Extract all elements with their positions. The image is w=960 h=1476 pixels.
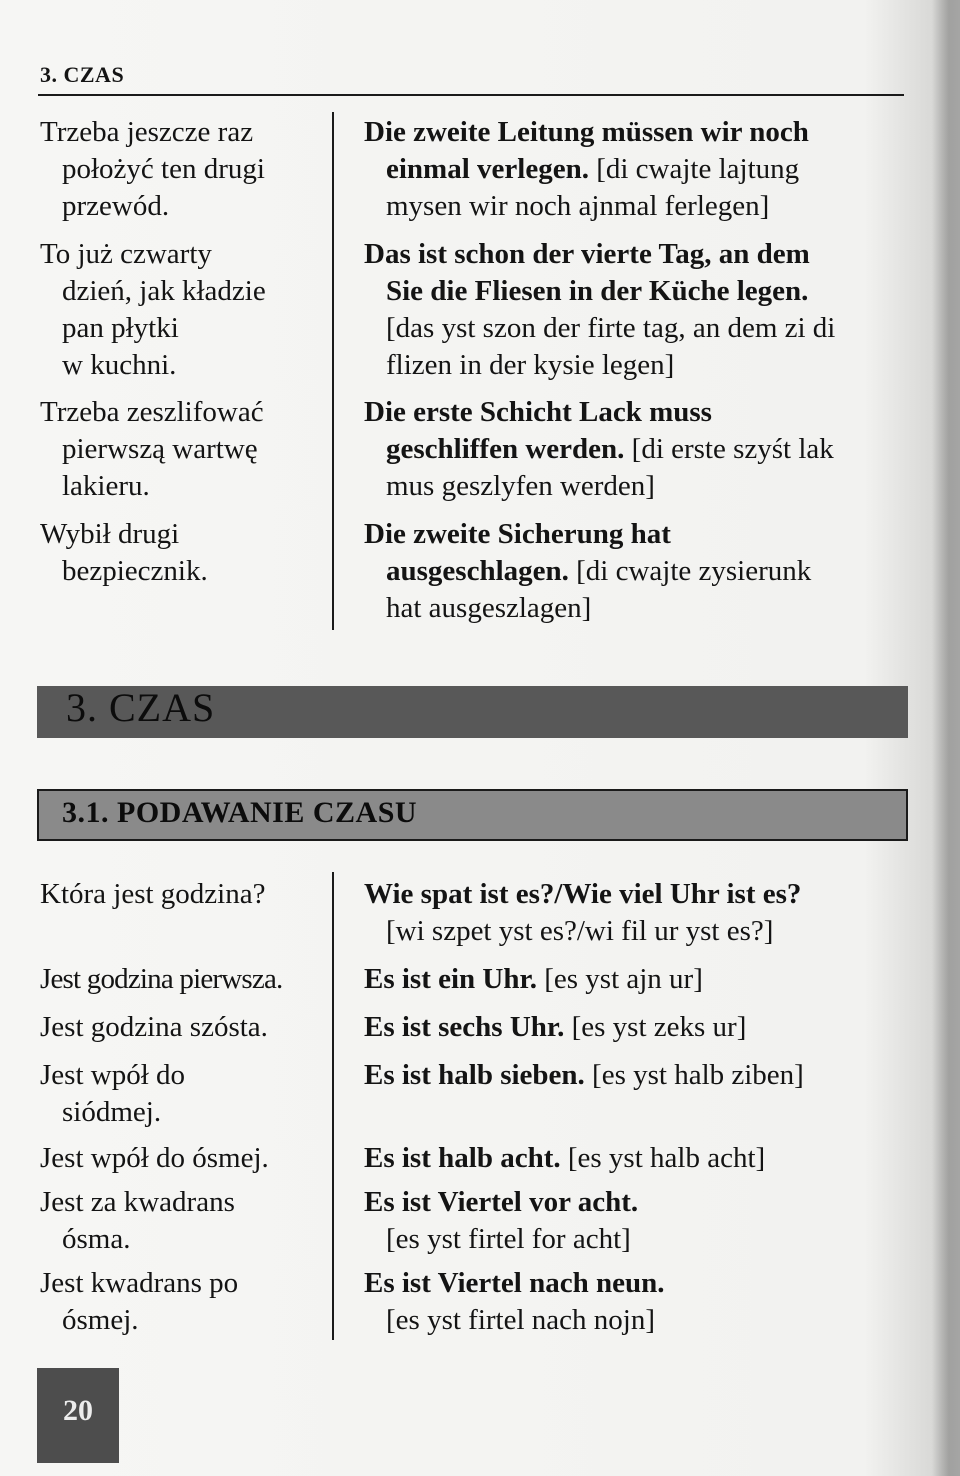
de-pronunciation: [wi szpet yst es?/wi fil ur yst es?] [386, 915, 774, 947]
pl-line: Która jest godzina? [40, 878, 266, 910]
column-divider-top [332, 112, 334, 630]
subsection-title: 3.1. PODAWANIE CZASU [62, 796, 418, 829]
de-phrase [364, 1057, 909, 1094]
running-head: 3. CZAS [40, 62, 125, 87]
de-bold-line: Wie spat ist es?/Wie viel Uhr ist es? [364, 878, 802, 910]
de-bold-line: Die zweite Sicherung hat [364, 518, 671, 550]
de-phrase [364, 876, 909, 950]
pl-line: Jest za kwadrans [40, 1186, 235, 1218]
pl-phrase [40, 961, 325, 998]
de-bold-line: einmal verlegen. [386, 153, 589, 185]
pl-line: w kuchni. [62, 349, 177, 381]
de-bold-line: Das ist schon der vierte Tag, an dem [364, 238, 810, 270]
de-bold-line: Es ist halb acht. [364, 1142, 561, 1174]
de-pronunciation: [das yst szon der firte tag, an dem zi di [386, 312, 836, 344]
de-bold-line: geschliffen werden. [386, 433, 625, 465]
pl-line: pierwszą wartwę [62, 433, 258, 465]
pl-phrase [40, 236, 325, 384]
pl-line: Jest wpół do ósmej. [40, 1142, 269, 1174]
pl-phrase [40, 1009, 325, 1046]
de-bold-line: Die zweite Leitung müssen wir noch [364, 116, 809, 148]
pl-line: ósma. [62, 1223, 131, 1255]
pl-line: Trzeba zeszlifować [40, 396, 264, 428]
de-pronunciation: mus geszlyfen werden] [386, 470, 655, 502]
de-bold-line: Es ist sechs Uhr. [364, 1011, 565, 1043]
de-bold-line: ausgeschlagen. [386, 555, 569, 587]
de-bold-line: Es ist Viertel nach neun. [364, 1267, 665, 1299]
de-pronunciation: hat ausgeszlagen] [386, 592, 592, 624]
chapter-title: 3. CZAS [66, 685, 216, 730]
de-pronunciation: [es yst halb ziben] [592, 1059, 804, 1091]
de-pronunciation: [es yst firtel for acht] [386, 1223, 631, 1255]
pl-phrase [40, 1057, 325, 1131]
page-edge-shadow [932, 0, 960, 1476]
de-pronunciation: [di cwajte zysierunk [576, 555, 812, 587]
pl-line: pan płytki [62, 312, 179, 344]
pl-phrase [40, 1184, 325, 1258]
de-phrase [364, 1009, 909, 1046]
pl-line: To już czwarty [40, 238, 212, 270]
pl-line: siódmej. [62, 1096, 162, 1128]
header-rule [38, 94, 904, 96]
de-phrase [364, 114, 909, 225]
pl-line: przewód. [62, 190, 170, 222]
pl-line: Trzeba jeszcze raz [40, 116, 254, 148]
pl-line: ósmej. [62, 1304, 139, 1336]
de-pronunciation: [es yst halb acht] [567, 1142, 766, 1174]
page-number: 20 [63, 1394, 93, 1427]
pl-phrase [40, 876, 325, 913]
de-bold-line: Die erste Schicht Lack muss [364, 396, 712, 428]
de-bold-line: Sie die Fliesen in der Küche legen. [386, 275, 809, 307]
pl-line: Jest godzina pierwsza. [40, 963, 283, 995]
pl-line: Jest wpół do [40, 1059, 185, 1091]
de-pronunciation: [di erste szyśt lak [631, 433, 834, 465]
pl-line: Jest kwadrans po [40, 1267, 239, 1299]
de-phrase [364, 1140, 909, 1177]
de-pronunciation: [es yst firtel nach nojn] [386, 1304, 655, 1336]
de-pronunciation: [di cwajte lajtung [596, 153, 800, 185]
column-divider-bottom [332, 872, 334, 1340]
pl-phrase [40, 1140, 325, 1177]
pl-line: Wybił drugi [40, 518, 180, 550]
de-bold-line: Es ist ein Uhr. [364, 963, 537, 995]
de-phrase [364, 1265, 909, 1339]
de-pronunciation: [es yst zeks ur] [571, 1011, 747, 1043]
de-phrase [364, 1184, 909, 1258]
de-phrase [364, 236, 909, 384]
pl-phrase [40, 1265, 325, 1339]
pl-phrase [40, 394, 325, 505]
pl-line: bezpiecznik. [62, 555, 208, 587]
de-phrase [364, 961, 909, 998]
pl-line: położyć ten drugi [62, 153, 265, 185]
de-phrase [364, 516, 909, 627]
de-pronunciation: mysen wir noch ajnmal ferlegen] [386, 190, 770, 222]
pl-line: Jest godzina szósta. [40, 1011, 268, 1043]
pl-line: dzień, jak kładzie [62, 275, 266, 307]
pl-line: lakieru. [62, 470, 150, 502]
de-pronunciation: [es yst ajn ur] [544, 963, 703, 995]
de-bold-line: Es ist Viertel vor acht. [364, 1186, 639, 1218]
de-bold-line: Es ist halb sieben. [364, 1059, 585, 1091]
pl-phrase [40, 114, 325, 225]
de-pronunciation: flizen in der kysie legen] [386, 349, 675, 381]
pl-phrase [40, 516, 325, 590]
de-phrase [364, 394, 909, 505]
